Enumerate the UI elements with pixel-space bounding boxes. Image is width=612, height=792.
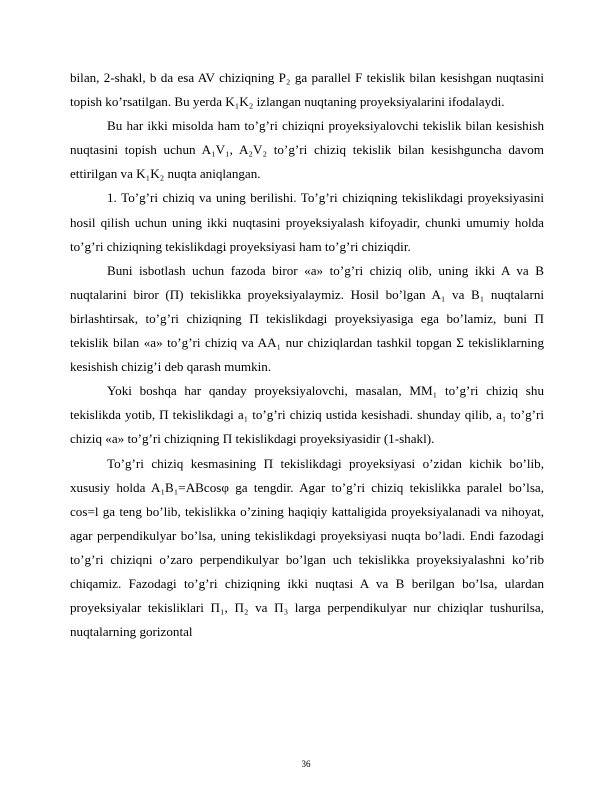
paragraph-projecting-line: Yoki boshqa har qanday proyeksiyalovchi, masalan, MM₁ to’g’ri chiziq shu tekislikda yotib, Π tekislikdagi a₁ to’g’ri chiziq ustida kesishadi. shunday qilib, a₁ to’g’ri chiziq «a» to’g’ri chiziqning Π tekislikdagi proyeksiyasidir (1-shakl). [70, 383, 544, 447]
page-number: 36 [301, 759, 311, 769]
paragraph-continuation: bilan, 2-shakl, b da esa AV chiziqning P₂ ga parallel F tekislik bilan kesishgan nuqtasini topish ko’rsatilgan. Bu yerda K₁K₂ izlangan nuqtaning proyeksiyalarini ifodalaydi. [70, 70, 544, 110]
paragraph-proof: Buni isbotlash uchun fazoda biror «a» to’g’ri chiziq olib, uning ikki A va B nuqtalarini biror (Π) tekislikka proyeksiyalaymiz. Hosil bo’lgan A₁ va B₁ nuqtalarni birlashtirsak, to’g’ri chiziqning Π tekislikdagi proyeksiyasiga ega bo’lamiz, buni Π tekislik bilan «a» to’g’ri chiziq va AA₁ nur chiziqlardan tashkil topgan Σ tekisliklarning kesishish chizig’i deb qarash mumkin. [70, 262, 544, 375]
paragraph-segment-projection: To’g’ri chiziq kesmasining Π tekislikdagi proyeksiyasi o’zidan kichik bo’lib, xususiy holda A₁B₁=ABcosφ ga tengdir. Agar to’g’ri chiziq tekislikka paralel bo’lsa, cos=l ga teng bo’lib, tekislikka o’zining haqiqiy kattaligida proyeksiyalanadi va nihoyat, agar perpendikulyar bo’lsa, uning tekislikdagi proyeksiyasi nuqta bo’ladi. Endi fazodagi to’g’ri chiziqni o’zaro perpendikulyar bo’lgan uch tekislikka proyeksiyalashni ko’rib chiqamiz. Fazodagi to’g’ri chiziqning ikki nuqtasi A va B berilgan bo’lsa, ulardan proyeksiyalar tekisliklari Π₁, Π₂ va Π₃ larga perpendikulyar nur chiziqlar tushurilsa, nuqtalarning gorizontal [70, 455, 544, 640]
paragraph-both-examples: Bu har ikki misolda ham to’g’ri chiziqni proyeksiyalovchi tekislik bilan kesishish nuqtasini topish uchun A₁V₁, A₂V₂ to’g’ri chiziq tekislik bilan kesishguncha davom ettirilgan va K₁K₂ nuqta aniqlangan. [70, 118, 544, 182]
paragraph-section-1: 1. To’g’ri chiziq va uning berilishi. To’g’ri chiziqning tekislikdagi proyeksiyasini hosil qilish uchun uning ikki nuqtasini proyeksiyalash kifoyadir, chunki umumiy holda to’g’ri chiziqning tekislikdagi proyeksiyasi ham to’g’ri chiziqdir. [70, 190, 544, 254]
page-body [70, 66, 544, 644]
